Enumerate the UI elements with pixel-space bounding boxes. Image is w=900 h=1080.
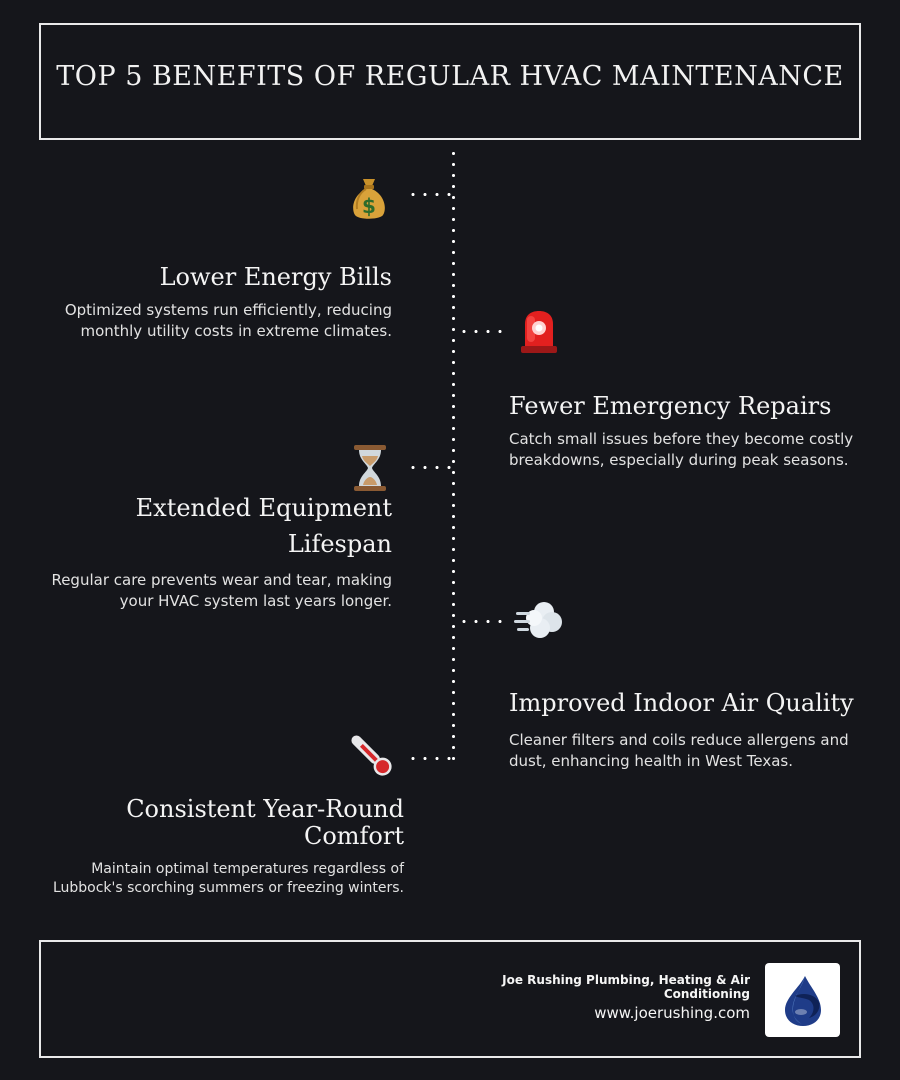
connector-dots [407,466,453,469]
company-logo [765,963,840,1037]
benefit-description-equipment-lifespan: Regular care prevents wear and tear, making your HVAC system last years longer. [51,571,392,610]
connector-dots [407,757,453,760]
siren-icon [517,309,561,353]
wind-icon [514,598,564,642]
benefit-description-energy-bills: Optimized systems run efficiently, reducing monthly utility costs in extreme climates. [64,301,392,340]
connector-dots [458,330,504,333]
thermometer-icon [346,731,398,781]
hourglass-icon [348,446,392,490]
money-bag-icon [347,176,391,220]
benefit-heading-air-quality: Improved Indoor Air Quality [509,689,854,717]
benefit-heading-emergency-repairs: Fewer Emergency Repairs [509,392,832,420]
benefit-description-year-round-comfort: Maintain optimal temperatures regardless of Lubbock's scorching summers or freezing winters. [52,861,404,896]
benefit-heading-year-round-comfort: Consistent Year-Round Comfort [126,795,404,850]
company-name: Joe Rushing Plumbing, Heating & Air Conditioning [502,973,750,1001]
connector-dots [458,620,504,623]
website-link[interactable]: www.joerushing.com [594,1004,750,1022]
svg-text:$: $ [362,194,376,218]
benefit-heading-energy-bills: Lower Energy Bills [159,263,392,291]
connector-dots [407,193,453,196]
benefit-description-air-quality: Cleaner filters and coils reduce allergens and dust, enhancing health in West Texas. [509,731,849,770]
benefit-heading-equipment-lifespan: Extended Equipment Lifespan [135,494,392,558]
page-title: TOP 5 BENEFITS OF REGULAR HVAC MAINTENANCE [56,61,844,92]
benefit-description-emergency-repairs: Catch small issues before they become costly breakdowns, especially during peak seasons. [509,430,854,469]
timeline-dotted-line [452,148,455,768]
